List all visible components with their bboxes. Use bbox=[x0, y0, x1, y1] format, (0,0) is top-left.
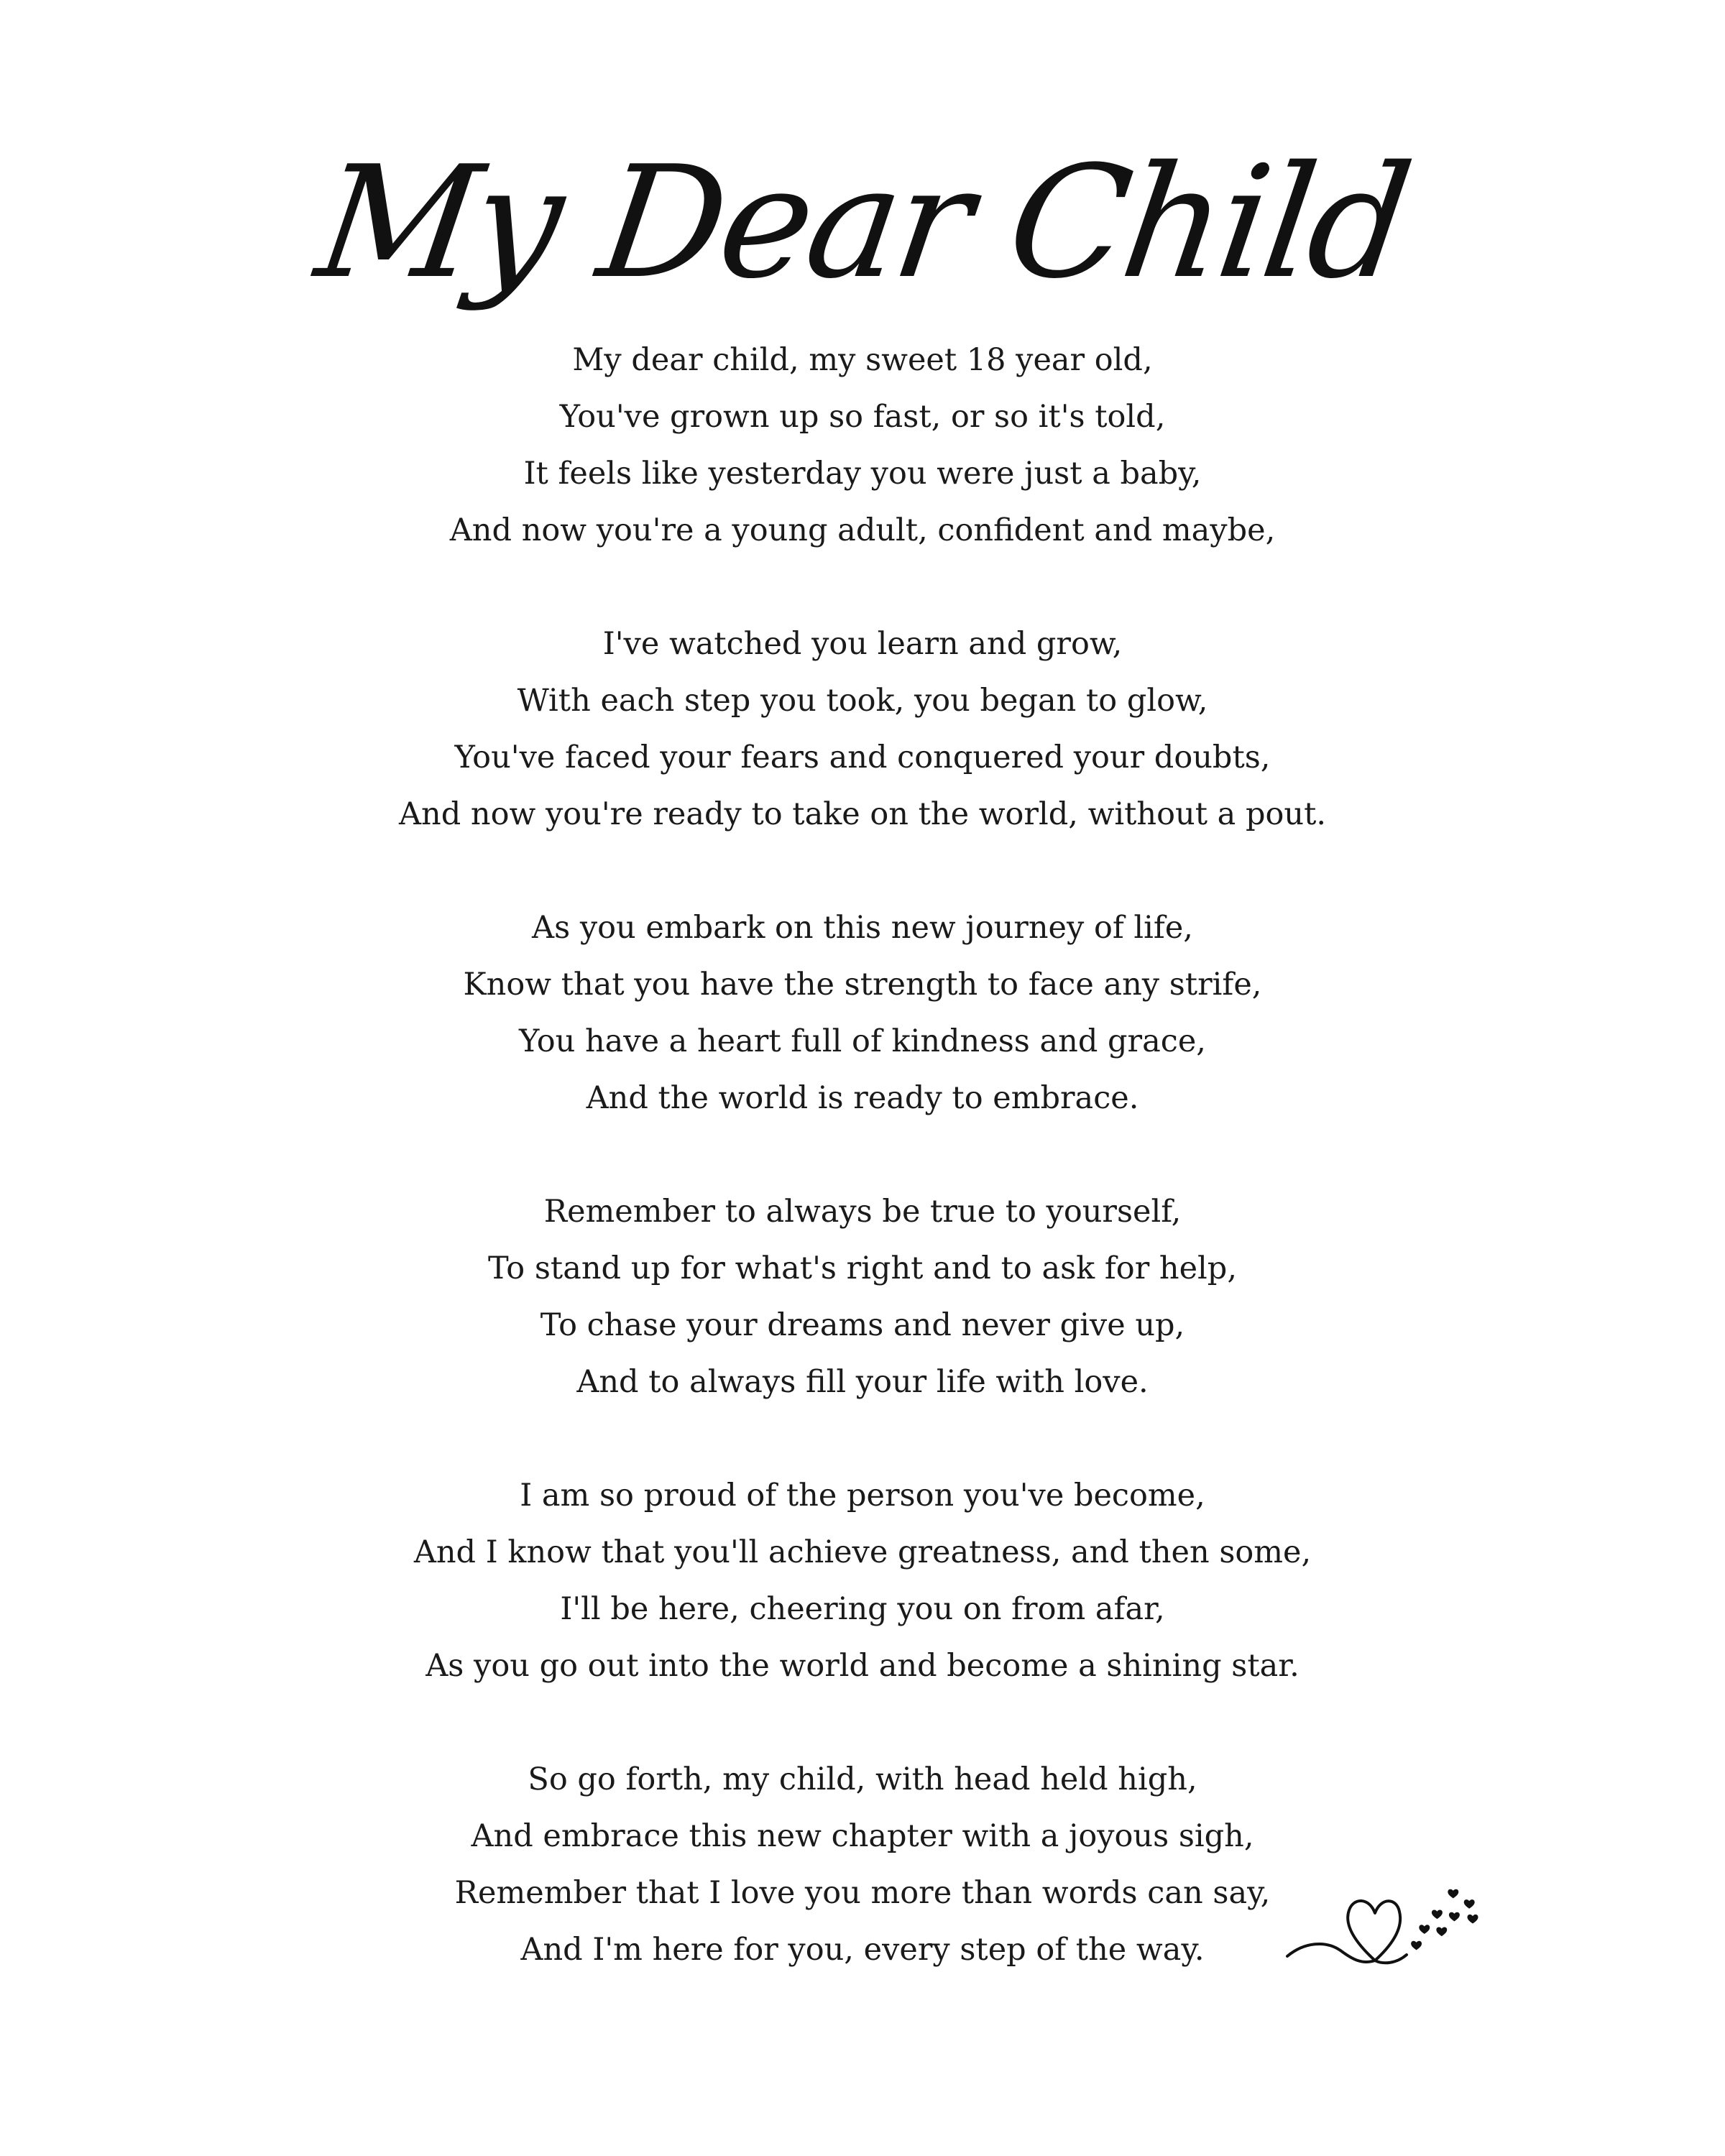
poem-title: My Dear Child bbox=[307, 132, 1418, 313]
poem-line: I'll be here, cheering you on from afar, bbox=[560, 1591, 1165, 1627]
poem-line: I am so proud of the person you've become, bbox=[520, 1478, 1205, 1514]
poem-line: And I'm here for you, every step of the way. bbox=[520, 1932, 1205, 1968]
poem-line: And embrace this new chapter with a joyous sigh, bbox=[471, 1818, 1254, 1854]
poem-line: And now you're ready to take on the world, without a pout. bbox=[398, 796, 1327, 832]
poem-line: To stand up for what's right and to ask for help, bbox=[487, 1250, 1238, 1286]
heart-flourish-icon bbox=[1283, 1876, 1491, 1976]
stanza bbox=[0, 1184, 1725, 1411]
poem-body bbox=[0, 332, 1725, 2035]
poem-line: As you embark on this new journey of life, bbox=[532, 910, 1193, 946]
poem-line: My dear child, my sweet 18 year old, bbox=[572, 342, 1153, 378]
poem-line: Remember that I love you more than words can say, bbox=[454, 1875, 1271, 1911]
poem-line: Remember to always be true to yourself, bbox=[543, 1194, 1182, 1230]
poem-line: And the world is ready to embrace. bbox=[586, 1080, 1139, 1116]
poem-line: You've grown up so fast, or so it's told, bbox=[559, 399, 1166, 435]
stanza bbox=[0, 1468, 1725, 1695]
stanza bbox=[0, 616, 1725, 843]
poem-line: And to always fill your life with love. bbox=[576, 1364, 1149, 1400]
poem-line: Know that you have the strength to face any strife, bbox=[463, 967, 1262, 1003]
poem-line: So go forth, my child, with head held high, bbox=[528, 1761, 1197, 1797]
poem-line: You have a heart full of kindness and grace, bbox=[519, 1023, 1206, 1059]
poem-line: And I know that you'll achieve greatness, and then some, bbox=[413, 1534, 1312, 1570]
stanza bbox=[0, 332, 1725, 559]
poem-line: With each step you took, you began to glow, bbox=[517, 683, 1208, 719]
poem-line: I've watched you learn and grow, bbox=[602, 626, 1123, 662]
stanza bbox=[0, 900, 1725, 1127]
poem-line: And now you're a young adult, confident and maybe, bbox=[449, 512, 1276, 548]
poem-line: It feels like yesterday you were just a baby, bbox=[523, 456, 1202, 492]
poem-line: You've faced your fears and conquered your doubts, bbox=[454, 740, 1271, 775]
poem-line: To chase your dreams and never give up, bbox=[540, 1307, 1185, 1343]
poem-line: As you go out into the world and become a shining star. bbox=[426, 1648, 1300, 1684]
